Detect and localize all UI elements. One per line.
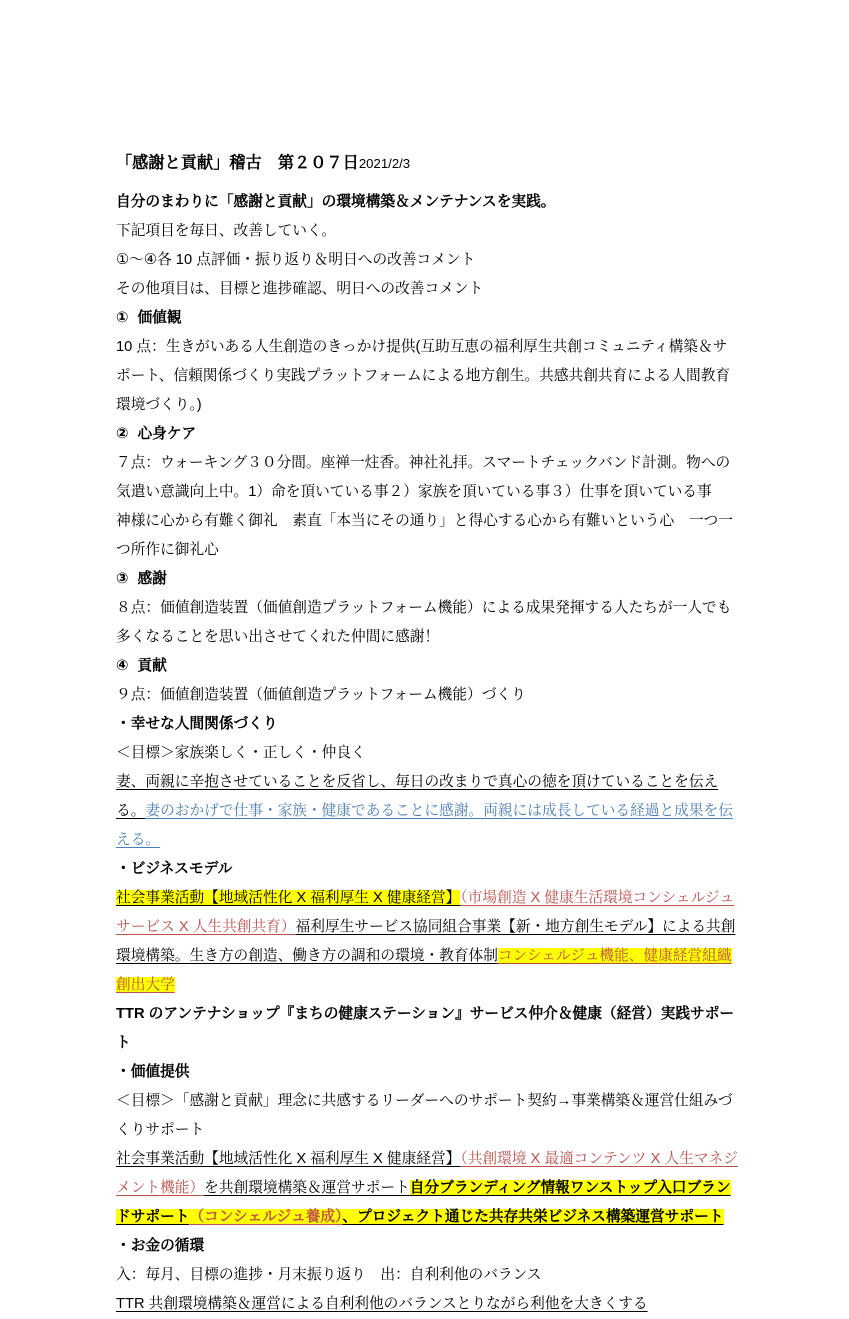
business-model-black-2: 福利厚生サービス協同組合事業【新・地方創生モデル】による共創環境構築。生き方の創造、働き方の調和の環境・教育体制 [116, 919, 736, 964]
section-body-4: ９点：価値創造装置（価値創造プラットフォーム機能）づくり [116, 687, 526, 703]
money-circulation-line-2: TTR 共創環境構築＆運営による自利利他のバランスとりながら利他を大きくする [116, 1296, 648, 1312]
intro-line-1: 下記項目を毎日、改善していく。 [116, 223, 337, 239]
section-number-4: ④ [116, 658, 129, 674]
section-number-2: ② [116, 426, 129, 442]
section-body-3: ８点：価値創造装置（価値創造プラットフォーム機能）による成果発揮する人たちが一人でも多くなることを思い出させてくれた仲間に感謝！ [116, 600, 732, 645]
value-provision-heading: ・価値提供 [116, 1064, 190, 1080]
happy-relations-goal: ＜目標＞家族楽しく・正しく・仲良く [116, 745, 366, 761]
section-label-3: 感謝 [137, 571, 167, 587]
section-label-2: 心身ケア [137, 426, 197, 442]
intro-line-2: ①～④各 10 点評価・振り返り＆明日への改善コメント [116, 252, 476, 268]
business-model-body [116, 884, 738, 1000]
value-provision-highlight-black-2: 、プロジェクト通じた共存共栄ビジネス構築運営サポート [342, 1209, 724, 1225]
section-heading-4 [116, 652, 738, 681]
section-heading-3 [116, 565, 738, 594]
business-model-heading: ・ビジネスモデル [116, 861, 233, 877]
value-provision-body [116, 1145, 738, 1232]
business-model-highlight-red: コンシェルジュ機能、健康経営組織創出大学 [116, 948, 732, 993]
happy-relations-body-black: 妻、両親に辛抱させていることを反省し、毎日の改まりで真心の徳を頂けていることを伝える。 [116, 774, 719, 819]
section-body-2: ７点：ウォーキング３０分間。座禅一炷香。神社礼拝。スマートチェックバンド計測。物への気遣い意識向上中。1）命を頂いている事２）家族を頂いている事３）仕事を頂いている事 神様に心から有難く御礼 素直「本当にその通り」と得心する心から有難いという心 一つ一つ所作に御礼心 [116, 455, 733, 558]
intro-line-3: その他項目は、目標と進捗確認、明日への改善コメント [116, 281, 484, 297]
section-number-1: ① [116, 310, 129, 326]
business-model-ttr-line: TTR のアンテナショップ『まちの健康ステーション』サービス仲介＆健康（経営）実践サポート [116, 1006, 735, 1051]
document-title [116, 150, 738, 177]
section-number-3: ③ [116, 571, 129, 587]
money-circulation-line-1: 入：毎月、目標の進捗・月末振り返り 出：自利利他のバランス [116, 1267, 542, 1283]
happy-relations-heading: ・幸せな人間関係づくり [116, 716, 278, 732]
value-provision-highlight-black: 自分ブランディング情報ワンストップ入口ブランドサポート [116, 1180, 731, 1225]
section-heading-1 [116, 304, 738, 333]
money-circulation-heading: ・お金の循環 [116, 1238, 205, 1254]
section-heading-2 [116, 420, 738, 449]
section-label-4: 貢献 [137, 658, 167, 674]
business-model-highlight-black: 社会事業活動【地域活性化 X 福利厚生 X 健康経営】 [116, 890, 461, 906]
section-label-1: 価値観 [137, 310, 182, 326]
value-provision-black-2: を共創環境構築＆運営サポート [204, 1180, 410, 1196]
value-provision-goal: ＜目標＞「感謝と貢献」理念に共感するリーダーへのサポート契約→事業構築＆運営仕組みづくりサポート [116, 1093, 733, 1138]
business-model-red-1: （市場創造 X 健康生活環境コンシェルジュサービス X 人生共創共育） [116, 890, 735, 935]
value-provision-red-1: （共創環境 X 最適コンテンツ X 人生マネジメント機能） [116, 1151, 738, 1196]
title-date: 2021/2/3 [358, 156, 411, 171]
value-provision-highlight-red: （コンシェルジュ養成） [189, 1209, 343, 1225]
title-text: 「感謝と貢献」稽古 第２０７日 [116, 154, 359, 172]
spacer [116, 177, 738, 188]
document-body [116, 150, 738, 1319]
intro-heading: 自分のまわりに「感謝と貢献」の環境構築＆メンテナンスを実践。 [116, 194, 556, 210]
happy-relations-body [116, 768, 738, 855]
value-provision-black-1: 社会事業活動【地域活性化 X 福利厚生 X 健康経営】 [116, 1151, 461, 1167]
section-body-1: 10 点：生きがいある人生創造のきっかけ提供(互助互恵の福利厚生共創コミュニティ構築＆サポート、信頼関係づくり実践プラットフォームによる地方創生。共感共創共育による人間教育環境づくり。) [116, 339, 731, 413]
happy-relations-body-blue: 妻のおかげで仕事・家族・健康であることに感謝。両親には成長している経過と成果を伝える。 [116, 803, 733, 848]
